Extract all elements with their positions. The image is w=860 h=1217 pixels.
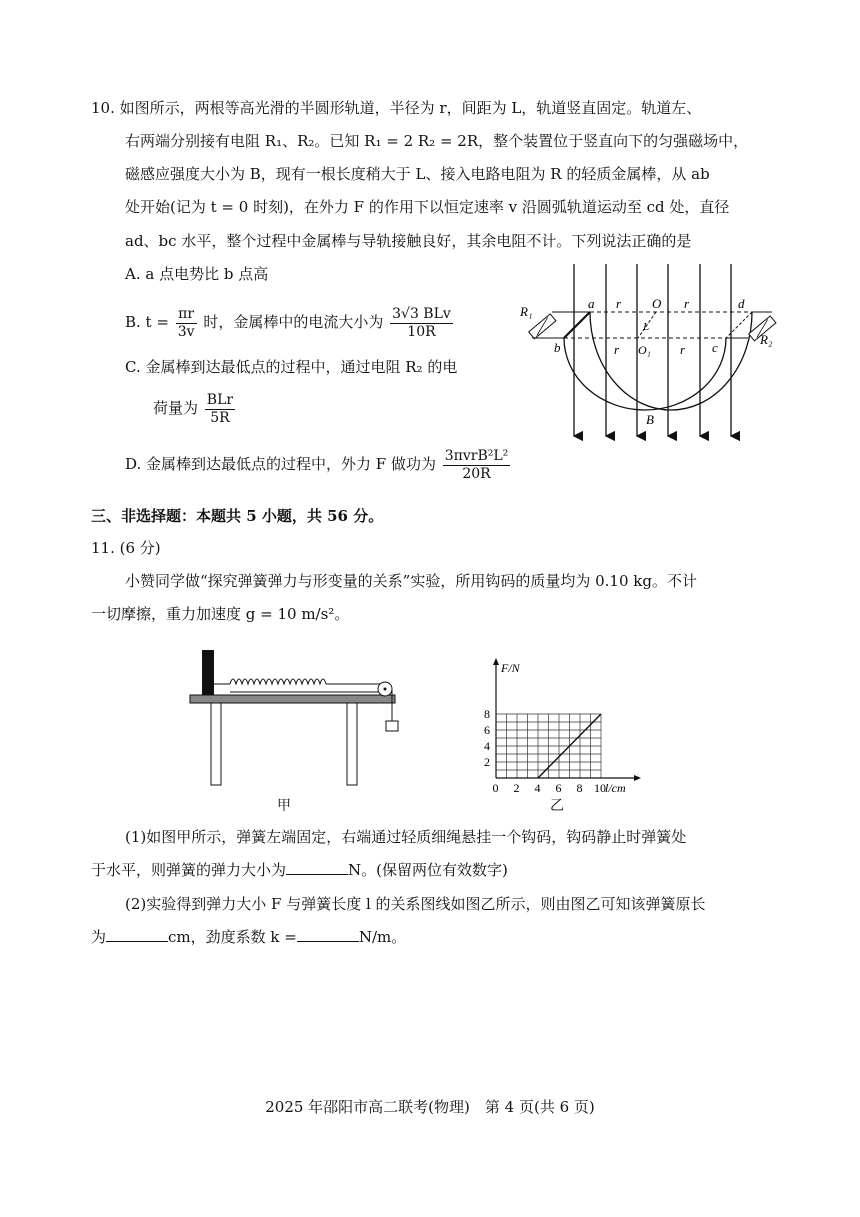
q10-option-d xyxy=(125,442,512,486)
fraction-current-den: 10R xyxy=(407,323,436,340)
fraction-current-num: 3√3 BLv xyxy=(392,305,451,322)
part2-suffix: N/m。 xyxy=(358,928,407,946)
answer-blank-length[interactable] xyxy=(106,927,168,942)
option-c-prefix: 荷量为 xyxy=(153,399,199,417)
figure-jia-caption: 甲 xyxy=(277,798,291,814)
label-r-top-right: r xyxy=(684,296,690,311)
x-tick-label: 4 xyxy=(534,781,541,794)
q11-part2-line1: (2)实验得到弹力大小 F 与弹簧长度 l 的关系图线如图乙所示，则由图乙可知该弹簧原长 xyxy=(125,895,706,913)
q11-line-1: 小赞同学做“探究弹簧弹力与形变量的关系”实验，所用钩码的质量均为 0.10 kg。不计 xyxy=(125,572,697,590)
part2-prefix: 为 xyxy=(91,928,107,946)
q11-part1-line2 xyxy=(91,860,508,880)
spring xyxy=(230,679,326,684)
label-r2: R₂ xyxy=(760,332,773,347)
part1-prefix: 于水平，则弹簧的弹力大小为 xyxy=(91,861,287,879)
q10-option-b xyxy=(125,300,455,344)
y-tick-label: 2 xyxy=(484,755,490,769)
q10-option-c-line1: C. 金属棒到达最低点的过程中，通过电阻 R₂ 的电 xyxy=(125,358,458,376)
option-d-prefix: D. 金属棒到达最低点的过程中，外力 F 做功为 xyxy=(125,455,436,473)
answer-blank-force[interactable] xyxy=(286,860,348,875)
label-o: O xyxy=(652,296,662,311)
option-b-prefix: B. t = xyxy=(125,313,169,331)
fraction-work-num: 3πvrB²L² xyxy=(444,447,509,464)
table-leg-left xyxy=(211,703,221,785)
answer-blank-stiffness[interactable] xyxy=(297,927,359,942)
q10-line-5: ad、bc 水平，整个过程中金属棒与导轨接触良好，其余电阻不计。下列说法正确的是 xyxy=(125,232,692,250)
y-axis-arrow xyxy=(493,658,499,665)
q10-line-1: 10. 如图所示，两根等高光滑的半圆形轨道，半径为 r，间距为 L，轨道竖直固定。轨道左、 xyxy=(91,99,702,117)
fraction-work xyxy=(443,448,511,483)
q11-part2-line2 xyxy=(91,927,406,947)
rail-back xyxy=(590,312,752,410)
q10-line-2: 右两端分别接有电阻 R₁、R₂。已知 R₁ = 2 R₂ = 2R，整个装置位于竖直向下的匀强磁场中， xyxy=(125,132,749,150)
fraction-work-den: 20R xyxy=(462,465,491,482)
fraction-current xyxy=(390,306,453,341)
part1-suffix: N。(保留两位有效数字) xyxy=(348,861,508,879)
fraction-charge-den: 5R xyxy=(210,409,230,426)
q11-title: 11. (6 分) xyxy=(91,539,161,557)
f-l-chart xyxy=(470,628,690,794)
x-tick-label: 10 xyxy=(594,781,606,794)
x-axis-label: l/cm xyxy=(605,781,626,794)
label-d: d xyxy=(738,296,745,311)
q11-line-2: 一切摩擦，重力加速度 g = 10 m/s²。 xyxy=(91,605,350,623)
part2-middle: cm，劲度系数 k = xyxy=(168,928,297,946)
fraction-t-den: 3v xyxy=(177,323,195,340)
figure-yi-caption: 乙 xyxy=(550,798,564,814)
x-axis-arrow xyxy=(634,775,641,781)
label-r-bottom-right: r xyxy=(680,342,686,357)
q10-option-a: A. a 点电势比 b 点高 xyxy=(125,265,269,283)
label-o1: O₁ xyxy=(638,343,651,357)
spring-apparatus-diagram xyxy=(185,645,415,795)
y-axis-label: F/N xyxy=(501,661,520,675)
x-tick-label: 6 xyxy=(555,781,562,794)
q10-line-3: 磁感应强度大小为 B，现有一根长度稍大于 L、接入电路电阻为 R 的轻质金属棒，从 ab xyxy=(125,165,710,183)
x-tick-label: 8 xyxy=(576,781,583,794)
page-footer: 2025 年邵阳市高二联考(物理) 第 4 页(共 6 页) xyxy=(265,1098,595,1116)
q10-option-c-line2 xyxy=(153,386,237,430)
x-tick-label: 2 xyxy=(513,781,520,794)
table-leg-right xyxy=(347,703,357,785)
label-l: L xyxy=(643,321,650,333)
fraction-charge-num: BLr xyxy=(206,391,234,408)
option-b-middle: 时，金属棒中的电流大小为 xyxy=(203,313,384,331)
y-tick-label: 8 xyxy=(484,707,490,721)
q10-line-4: 处开始(记为 t = 0 时刻)，在外力 F 的作用下以恒定速率 v 沿圆弧轨道运动至 cd 处，直径 xyxy=(125,198,730,216)
y-tick-label: 4 xyxy=(484,739,490,753)
wall-block xyxy=(202,650,214,695)
label-bottom-b: B xyxy=(646,412,654,427)
label-c: c xyxy=(712,340,718,355)
section-3-heading: 三、非选择题：本题共 5 小题，共 56 分。 xyxy=(91,507,384,525)
q11-part1-line1: (1)如图甲所示，弹簧左端固定，右端通过轻质细绳悬挂一个钩码，钩码静止时弹簧处 xyxy=(125,828,687,846)
label-a: a xyxy=(588,296,595,311)
label-r-bottom-left: r xyxy=(614,342,620,357)
fraction-charge xyxy=(205,392,235,427)
q10-rail-diagram xyxy=(512,256,792,446)
label-r1: R₁ xyxy=(520,304,533,319)
y-tick-label: 6 xyxy=(484,723,490,737)
label-r-top-left: r xyxy=(616,296,622,311)
table-top xyxy=(190,695,395,703)
label-b: b xyxy=(554,340,561,355)
fraction-t xyxy=(176,306,197,341)
fraction-t-num: πr xyxy=(176,306,197,324)
x-tick-label: 0 xyxy=(492,781,499,794)
hook-weight xyxy=(386,721,398,731)
